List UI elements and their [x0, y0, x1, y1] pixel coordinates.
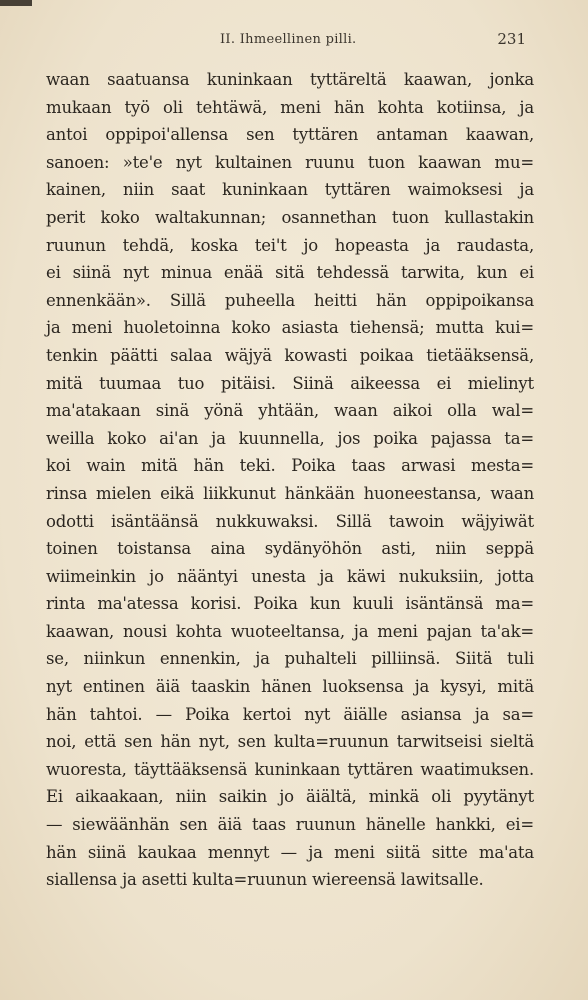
- text-line: toinen toistansa aina sydänyöhön asti, niin seppä: [46, 539, 534, 559]
- page-number: 231: [497, 30, 526, 48]
- text-line: se, niinkun ennenkin, ja puhalteli pilliinsä. Siitä tuli: [46, 649, 534, 669]
- text-line: ruunun tehdä, koska tei't jo hopeasta ja raudasta,: [46, 235, 534, 255]
- text-line: mitä tuumaa tuo pitäisi. Siinä aikeessa ei mielinyt: [46, 373, 534, 393]
- text-line: hän tahtoi. — Poika kertoi nyt äiälle asiansa ja sa=: [46, 704, 534, 724]
- running-head: II. Ihmeellinen pilli.: [220, 32, 357, 47]
- text-line: hän siinä kaukaa mennyt — ja meni siitä sitte ma'ata: [46, 842, 534, 862]
- text-line: ma'atakaan sinä yönä yhtään, waan aikoi olla wal=: [46, 401, 534, 421]
- text-line: siallensa ja asetti kulta=ruunun wiereensä lawitsalle.: [46, 870, 484, 890]
- text-line: odotti isäntäänsä nukkuwaksi. Sillä tawoin wäjyiwät: [46, 511, 534, 531]
- text-line: perit koko waltakunnan; osannethan tuon kullastakin: [46, 207, 534, 227]
- text-line: wiimeinkin jo nääntyi unesta ja käwi nukuksiin, jotta: [46, 566, 534, 586]
- text-line: mukaan työ oli tehtäwä, meni hän kohta kotiinsa, ja: [46, 97, 534, 117]
- text-line: ei siinä nyt minua enää sitä tehdessä tarwita, kun ei: [46, 263, 534, 283]
- text-line: kaawan, nousi kohta wuoteeltansa, ja meni pajan ta'ak=: [46, 621, 534, 641]
- text-line: koi wain mitä hän teki. Poika taas arwasi mesta=: [46, 456, 534, 476]
- text-line: ja meni huoletoinna koko asiasta tiehensä; mutta kui=: [46, 318, 534, 338]
- body-text: [46, 66, 534, 894]
- text-line: weilla koko ai'an ja kuunnella, jos poika pajassa ta=: [46, 428, 534, 448]
- text-line: — siewäänhän sen äiä taas ruunun hänelle hankki, ei=: [46, 815, 534, 835]
- text-line: ennenkään». Sillä puheella heitti hän oppipoikansa: [46, 290, 534, 310]
- text-line: wuoresta, täyttääksensä kuninkaan tyttären waatimuksen.: [46, 759, 534, 779]
- corner-mark: [0, 0, 32, 6]
- text-line: antoi oppipoi'allensa sen tyttären antaman kaawan,: [46, 125, 534, 145]
- text-line: nyt entinen äiä taaskin hänen luoksensa ja kysyi, mitä: [46, 677, 534, 697]
- text-line: Ei aikaakaan, niin saikin jo äiältä, minkä oli pyytänyt: [46, 787, 534, 807]
- text-line: kainen, niin saat kuninkaan tyttären waimoksesi ja: [46, 180, 534, 200]
- text-line: rinsa mielen eikä liikkunut hänkään huoneestansa, waan: [46, 483, 534, 503]
- text-line: rinta ma'atessa korisi. Poika kun kuuli isäntänsä ma=: [46, 594, 534, 614]
- text-line: noi, että sen hän nyt, sen kulta=ruunun tarwitseisi sieltä: [46, 732, 534, 752]
- page-header: [0, 30, 588, 54]
- text-line: tenkin päätti salaa wäjyä kowasti poikaa tietääksensä,: [46, 345, 534, 365]
- text-line: sanoen: »te'e nyt kultainen ruunu tuon kaawan mu=: [46, 152, 534, 172]
- text-line: waan saatuansa kuninkaan tyttäreltä kaawan, jonka: [46, 70, 534, 89]
